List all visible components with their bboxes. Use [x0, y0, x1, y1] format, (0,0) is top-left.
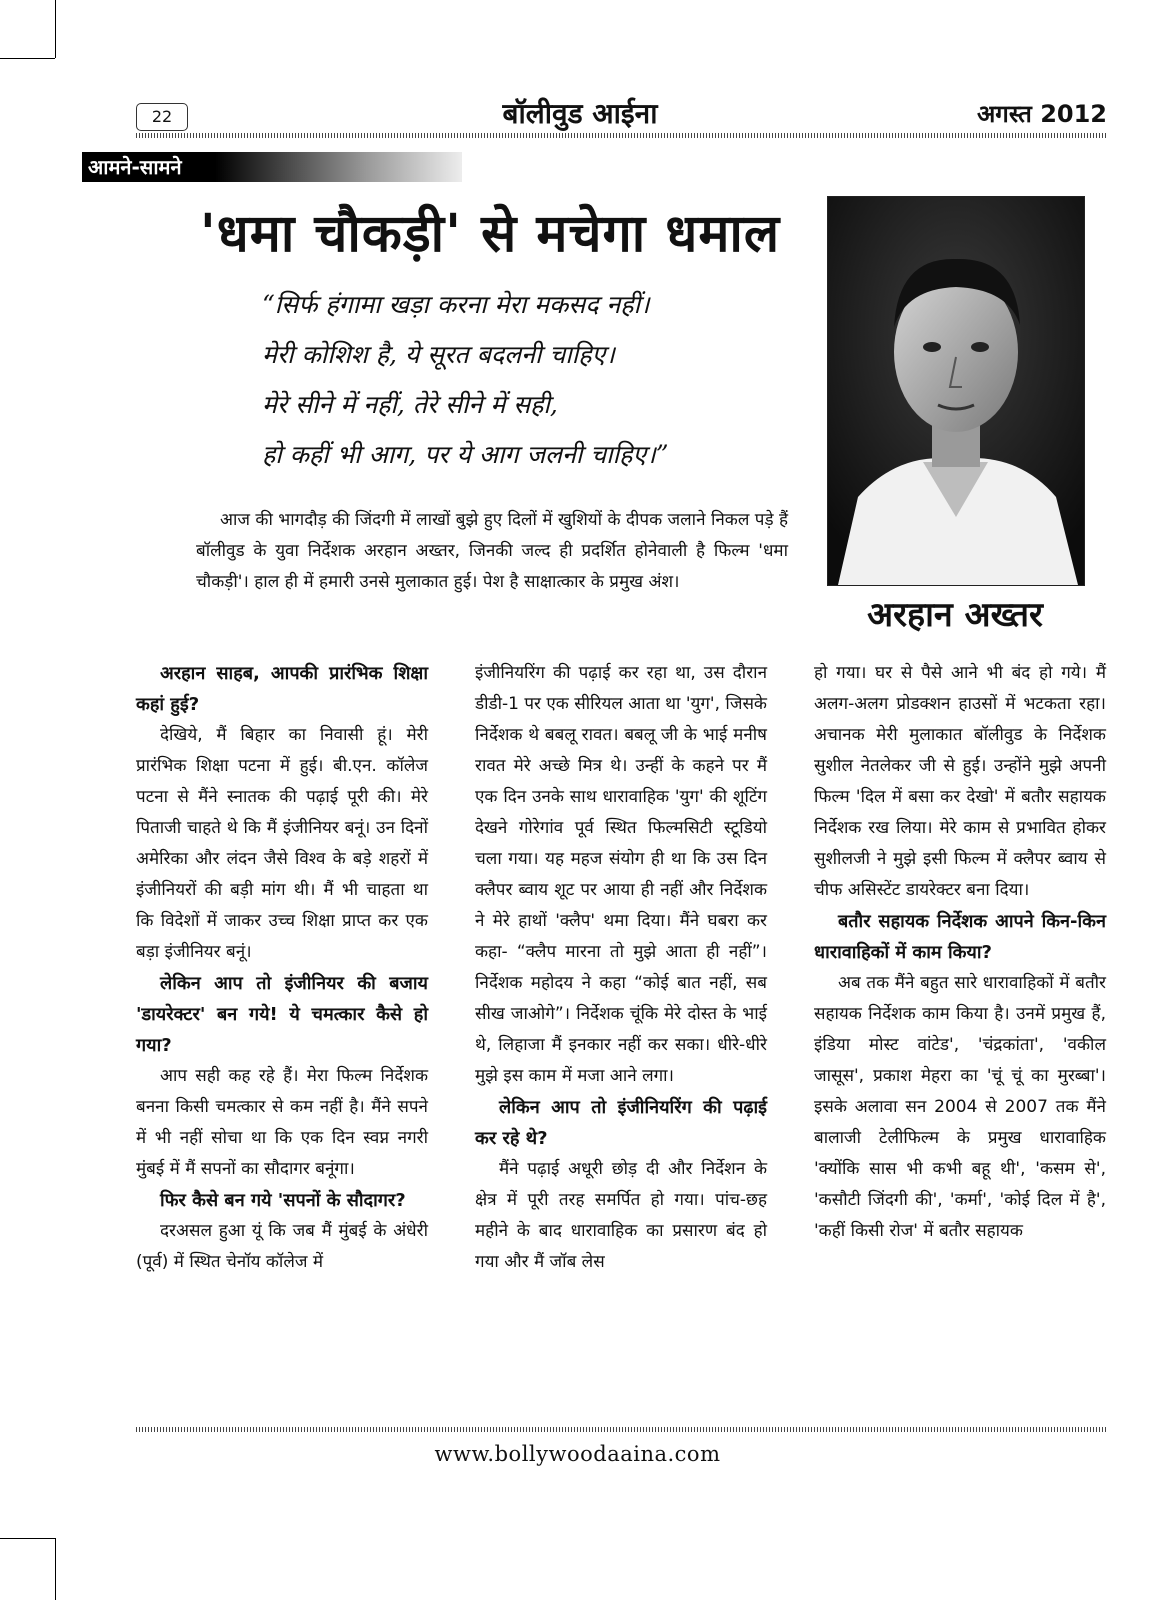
interview-question: बतौर सहायक निर्देशक आपने किन-किन धारावाहिकों में काम किया? [814, 911, 1106, 963]
crop-mark-top-h [0, 58, 55, 59]
footer-website: www.bollywoodaaina.com [434, 1442, 721, 1466]
interview-question: लेकिन आप तो इंजीनियर की बजाय 'डायरेक्टर' बन गये! ये चमत्कार कैसे हो गया? [136, 973, 428, 1056]
quote-line: हो कहीं भी आग, पर ये आग जलनी चाहिए।” [262, 440, 669, 469]
issue-date: अगस्त 2012 [976, 100, 1107, 128]
crop-mark-bottom-h [0, 1538, 55, 1539]
interview-answer-continued: इंजीनियरिंग की पढ़ाई कर रहा था, उस दौरान डीडी-1 पर एक सीरियल आता था 'युग', जिसके निर्देशक थे बबलू रावत। बबलू जी के भाई मनीष रावत मेरे अच्छे मित्र थे। उन्हीं के कहने पर मैं एक दिन उनके साथ धारावाहिक 'युग' की शूटिंग देखने गोरेगांव पूर्व स्थित फिल्मसिटी स्टूडियो चला गया। यह महज संयोग ही था कि उस दिन क्लैपर ब्वाय शूट पर आया ही नहीं और निर्देशक ने मेरे हाथों 'क्लैप' थमा दिया। मैंने घबरा कर कहा- “क्लैप मारना तो मुझे आता ही नहीं”। निर्देशक महोदय ने कहा “कोई बात नहीं, सब सीख जाओगे”। निर्देशक चूंकि मेरे दोस्त के भाई थे, लिहाजा मैं इनकार नहीं कर सका। धीरे-धीरे मुझे इस काम में मजा आने लगा। [475, 663, 767, 1086]
quote-line: “सिर्फ हंगामा खड़ा करना मेरा मकसद नहीं। [262, 290, 650, 319]
footer-rule [136, 1427, 1106, 1432]
intro-paragraph: आज की भागदौड़ की जिंदगी में लाखों बुझे हुए दिलों में खुशियों के दीपक जलाने निकल पड़े हैं बॉलीवुड के युवा निर्देशक अरहान अख्तर, जिनकी जल्द ही प्रदर्शित होनेवाली है फिल्म 'धमा चौकड़ी'। हाल ही में हमारी उनसे मुलाकात हुई। पेश है साक्षात्कार के प्रमुख अंश। [196, 510, 788, 592]
page-number: 22 [136, 103, 188, 131]
portrait-photo [827, 196, 1085, 586]
photo-caption: अरहान अख्तर [867, 595, 1043, 635]
article-column-3 [814, 658, 1106, 1247]
portrait-illustration [828, 197, 1084, 585]
interview-question: अरहान साहब, आपकी प्रारंभिक शिक्षा कहां हुई? [136, 663, 428, 715]
interview-answer: अब तक मैंने बहुत सारे धारावाहिकों में बतौर सहायक निर्देशक काम किया है। उनमें प्रमुख हैं, इंडिया मोस्ट वांटेड', 'चंद्रकांता', 'वकील जासूस', प्रकाश मेहरा का 'चूं चूं का मुरब्बा'। इसके अलावा सन 2004 से 2007 तक मैंने बालाजी टेलीफिल्म के प्रमुख धारावाहिक 'क्योंकि सास भी कभी बहू थी', 'कसम से', 'कसौटी जिंदगी की', 'कर्मा', 'कोई दिल में है', 'कहीं किसी रोज' में बतौर सहायक [814, 973, 1106, 1241]
interview-answer: मैंने पढ़ाई अधूरी छोड़ दी और निर्देशन के क्षेत्र में पूरी तरह समर्पित हो गया। पांच-छह महीने के बाद धारावाहिक का प्रसारण बंद हो गया और मैं जॉब लेस [475, 1159, 767, 1272]
quote-line: मेरे सीने में नहीं, तेरे सीने में सही, [262, 390, 558, 419]
magazine-title: बॉलीवुड आईना [502, 97, 658, 130]
opening-quote [262, 280, 782, 480]
interview-question: लेकिन आप तो इंजीनियरिंग की पढ़ाई कर रहे थे? [475, 1097, 767, 1149]
article-column-1 [136, 658, 428, 1278]
interview-answer: दरअसल हुआ यूं कि जब मैं मुंबई के अंधेरी (पूर्व) में स्थित चेनॉय कॉलेज में [136, 1221, 428, 1272]
header-rule [136, 133, 1106, 138]
headline: 'धमा चौकड़ी' से मचेगा धमाल [199, 203, 781, 264]
interview-answer: देखिये, मैं बिहार का निवासी हूं। मेरी प्रारंभिक शिक्षा पटना में हुई। बी.एन. कॉलेज पटना से मैंने स्नातक की पढ़ाई पूरी की। मेरे पिताजी चाहते थे कि मैं इंजीनियर बनूं। उन दिनों अमेरिका और लंदन जैसे विश्व के बड़े शहरों में इंजीनियरों की बड़ी मांग थी। मैं भी चाहता था कि विदेशों में जाकर उच्च शिक्षा प्राप्त कर एक बड़ा इंजीनियर बनूं। [136, 725, 428, 962]
interview-answer: आप सही कह रहे हैं। मेरा फिल्म निर्देशक बनना किसी चमत्कार से कम नहीं है। मैंने सपने में भी नहीं सोचा था कि एक दिन स्वप्न नगरी मुंबई में मैं सपनों का सौदागर बनूंगा। [136, 1066, 428, 1179]
quote-line: मेरी कोशिश है, ये सूरत बदलनी चाहिए। [262, 340, 615, 369]
section-label: आमने-सामने [82, 152, 462, 182]
crop-mark-bottom-v [55, 1538, 56, 1600]
article-column-2 [475, 658, 767, 1278]
interview-answer-continued: हो गया। घर से पैसे आने भी बंद हो गये। मैं अलग-अलग प्रोडक्शन हाउसों में भटकता रहा। अचानक मेरी मुलाकात बॉलीवुड के निर्देशक सुशील नेतलेकर जी से हुई। उन्होंने मुझे अपनी फिल्म 'दिल में बसा कर देखो' में बतौर सहायक निर्देशक रख लिया। मेरे काम से प्रभावित होकर सुशीलजी ने मुझे इसी फिल्म में क्लैपर ब्वाय से चीफ असिस्टेंट डायरेक्टर बना दिया। [814, 663, 1106, 900]
interview-question: फिर कैसे बन गये 'सपनों के सौदागर? [160, 1190, 406, 1211]
crop-mark-top-v [55, 0, 56, 58]
